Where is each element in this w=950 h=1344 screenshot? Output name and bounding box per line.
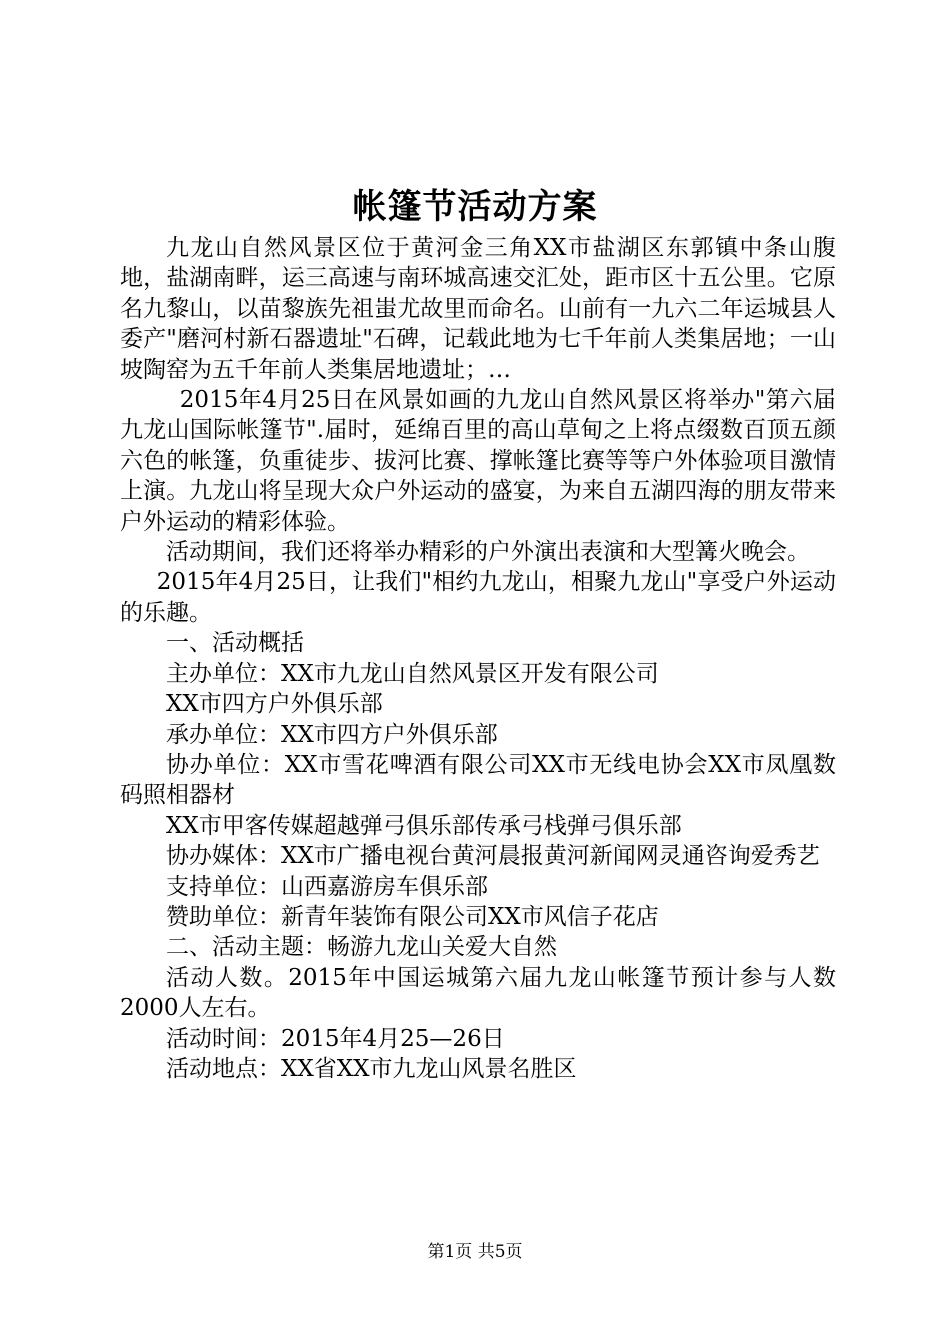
paragraph-organizer: 主办单位：XX市九龙山自然风景区开发有限公司 xyxy=(166,660,659,687)
section-heading-overview: 一、活动概括 xyxy=(166,630,304,657)
page-indicator: 第1页 共5页 xyxy=(427,1242,523,1262)
paragraph-participants: 活动人数。2015年中国运城第六届九龙山帐篷节预计参与人数2000人左右。 xyxy=(120,964,836,1022)
paragraph-organizer-2: XX市四方户外俱乐部 xyxy=(166,691,383,718)
document-body xyxy=(120,233,836,1084)
paragraph-co-organizer: 协办单位：XX市雪花啤酒有限公司XX市无线电协会XX市凤凰数码照相器材 xyxy=(120,751,836,809)
paragraph-event-announcement: 2015年4月25日在风景如画的九龙山自然风景区将举办"第六届九龙山国际帐篷节".届时，延绵百里的高山草甸之上将点缀数百顶五颜六色的帐篷，负重徒步、拔河比赛、撑帐篷比赛等等户外体验项目激情上演。九龙山将呈现大众户外运动的盛宴，为来自五湖四海的朋友带来户外运动的精彩体验。 xyxy=(120,387,836,535)
paragraph-activities: 活动期间，我们还将举办精彩的户外演出表演和大型篝火晚会。 xyxy=(166,539,810,566)
paragraph-intro: 九龙山自然风景区位于黄河金三角XX市盐湖区东郭镇中条山腹地，盐湖南畔，运三高速与南环城高速交汇处，距市区十五公里。它原名九黎山，以苗黎族先祖蚩尤故里而命名。山前有一九六二年运城县人委产"磨河村新石器遗址"石碑，记载此地为七千年前人类集居地；一山坡陶窑为五千年前人类集居地遗址；… xyxy=(120,235,836,383)
paragraph-co-organizer-2: XX市甲客传媒超越弹弓俱乐部传承弓栈弹弓俱乐部 xyxy=(166,812,682,839)
paragraph-undertaker: 承办单位：XX市四方户外俱乐部 xyxy=(166,721,498,748)
paragraph-media: 协办媒体：XX市广播电视台黄河晨报黄河新闻网灵通咨询爱秀艺 xyxy=(166,843,820,870)
paragraph-time: 活动时间：2015年4月25—26日 xyxy=(166,1025,505,1052)
document-title: 帐篷节活动方案 xyxy=(352,187,598,227)
paragraph-invitation: 2015年4月25日，让我们"相约九龙山，相聚九龙山"享受户外运动的乐趣。 xyxy=(120,569,836,626)
paragraph-supporter: 支持单位：山西嘉游房车俱乐部 xyxy=(166,873,488,900)
paragraph-location: 活动地点：XX省XX市九龙山风景名胜区 xyxy=(166,1055,577,1082)
paragraph-sponsor: 赞助单位：新青年装饰有限公司XX市风信子花店 xyxy=(166,903,659,930)
section-heading-theme: 二、活动主题：畅游九龙山关爱大自然 xyxy=(166,934,557,961)
